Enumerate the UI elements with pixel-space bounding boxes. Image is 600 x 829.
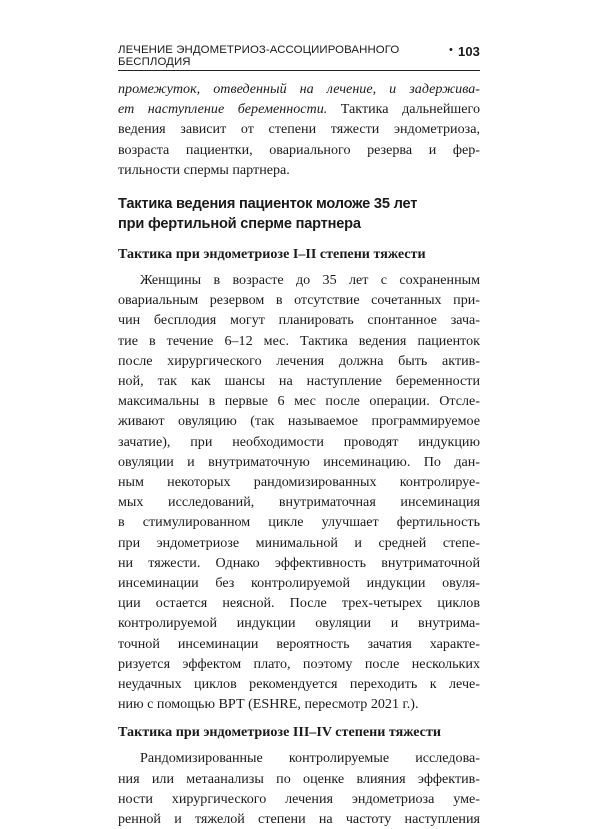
intro-paragraph [118, 79, 480, 180]
text-line: ет наступление беременности. Тактика дальнейшего [118, 101, 480, 118]
text-line: после хирургического лечения должна быть актив- [118, 352, 480, 369]
text-line: ведения зависит от степени тяжести эндометриоза, [118, 121, 480, 138]
text-line: ным некоторых рандомизированных контролируе- [118, 474, 480, 491]
section-heading: Тактика ведения пациенток моложе 35 лет при фертильной сперме партнера [118, 196, 418, 233]
subsection-1-paragraph [118, 270, 480, 714]
text-line: овариальным резервом в отсутствие сочетанных при- [118, 292, 480, 309]
text-line: в стимулированном цикле улучшает фертильность [118, 514, 480, 531]
bullet-separator: • [449, 44, 453, 56]
text-line: ни тяжести. Однако эффективность внутриматочной [118, 554, 480, 571]
page-body [118, 79, 480, 829]
page-number: 103 [458, 44, 480, 59]
text-line: ризуется эффектом плато, поэтому после нескольких [118, 655, 480, 672]
text-line: ности хирургического лечения эндометриоза уме- [118, 790, 480, 807]
text-line: неудачных циклов рекомендуется переходить к лече- [118, 676, 480, 693]
text-line: зачатие), при необходимости проводят индукцию [118, 433, 480, 450]
text-line: максимальны в первые 6 мес после операции. Отсле- [118, 393, 480, 410]
text-line: ния или метаанализы по оценке влияния эффектив- [118, 770, 480, 787]
text-line: точной инсеминации вероятность зачатия характе- [118, 635, 480, 652]
text-line: нию с помощью ВРТ (ESHRE, пересмотр 2021 г.). [118, 696, 419, 713]
subsection-2-paragraph [118, 748, 480, 829]
text-line: ной, так как шансы на наступление беременности [118, 373, 480, 390]
text-line: чин бесплодия могут планировать спонтанное зача- [118, 312, 480, 329]
subsection-heading-2: Тактика при эндометриозе III–IV степени тяжести [118, 724, 441, 741]
text-line: ренной и тяжелой степени на частоту наступления [118, 811, 480, 828]
text-line: Рандомизированные контролируемые исследова- [140, 750, 480, 767]
text-line: контролируемой индукции овуляции и внутрима- [118, 615, 480, 632]
text-line: промежуток, отведенный на лечение, и задержива- [118, 81, 480, 97]
text-line: овуляции и внутриматочную инсеминацию. По дан- [118, 453, 480, 470]
text-line: инсеминации без контролируемой индукции овуля- [118, 575, 480, 592]
running-title: ЛЕЧЕНИЕ ЭНДОМЕТРИОЗ-АССОЦИИРОВАННОГО БЕСПЛОДИЯ [118, 44, 400, 68]
text-line: при эндометриозе минимальной и средней степе- [118, 534, 480, 551]
text-line: мых исследований, внутриматочная инсеминация [118, 494, 480, 511]
text-line: тильности спермы партнера. [118, 161, 290, 178]
text-line: ции остается неясной. После трех-четырех циклов [118, 595, 480, 612]
text-line: возраста пациентки, овариального резерва и фер- [118, 141, 480, 158]
text-line: тие в течение 6–12 мес. Тактика ведения пациенток [118, 332, 480, 349]
running-header [118, 44, 480, 71]
text-line: живают овуляцию (так называемое программируемое [118, 413, 480, 430]
text-line: Женщины в возрасте до 35 лет с сохраненным [140, 272, 480, 289]
subsection-heading-1: Тактика при эндометриозе I–II степени тяжести [118, 246, 426, 263]
